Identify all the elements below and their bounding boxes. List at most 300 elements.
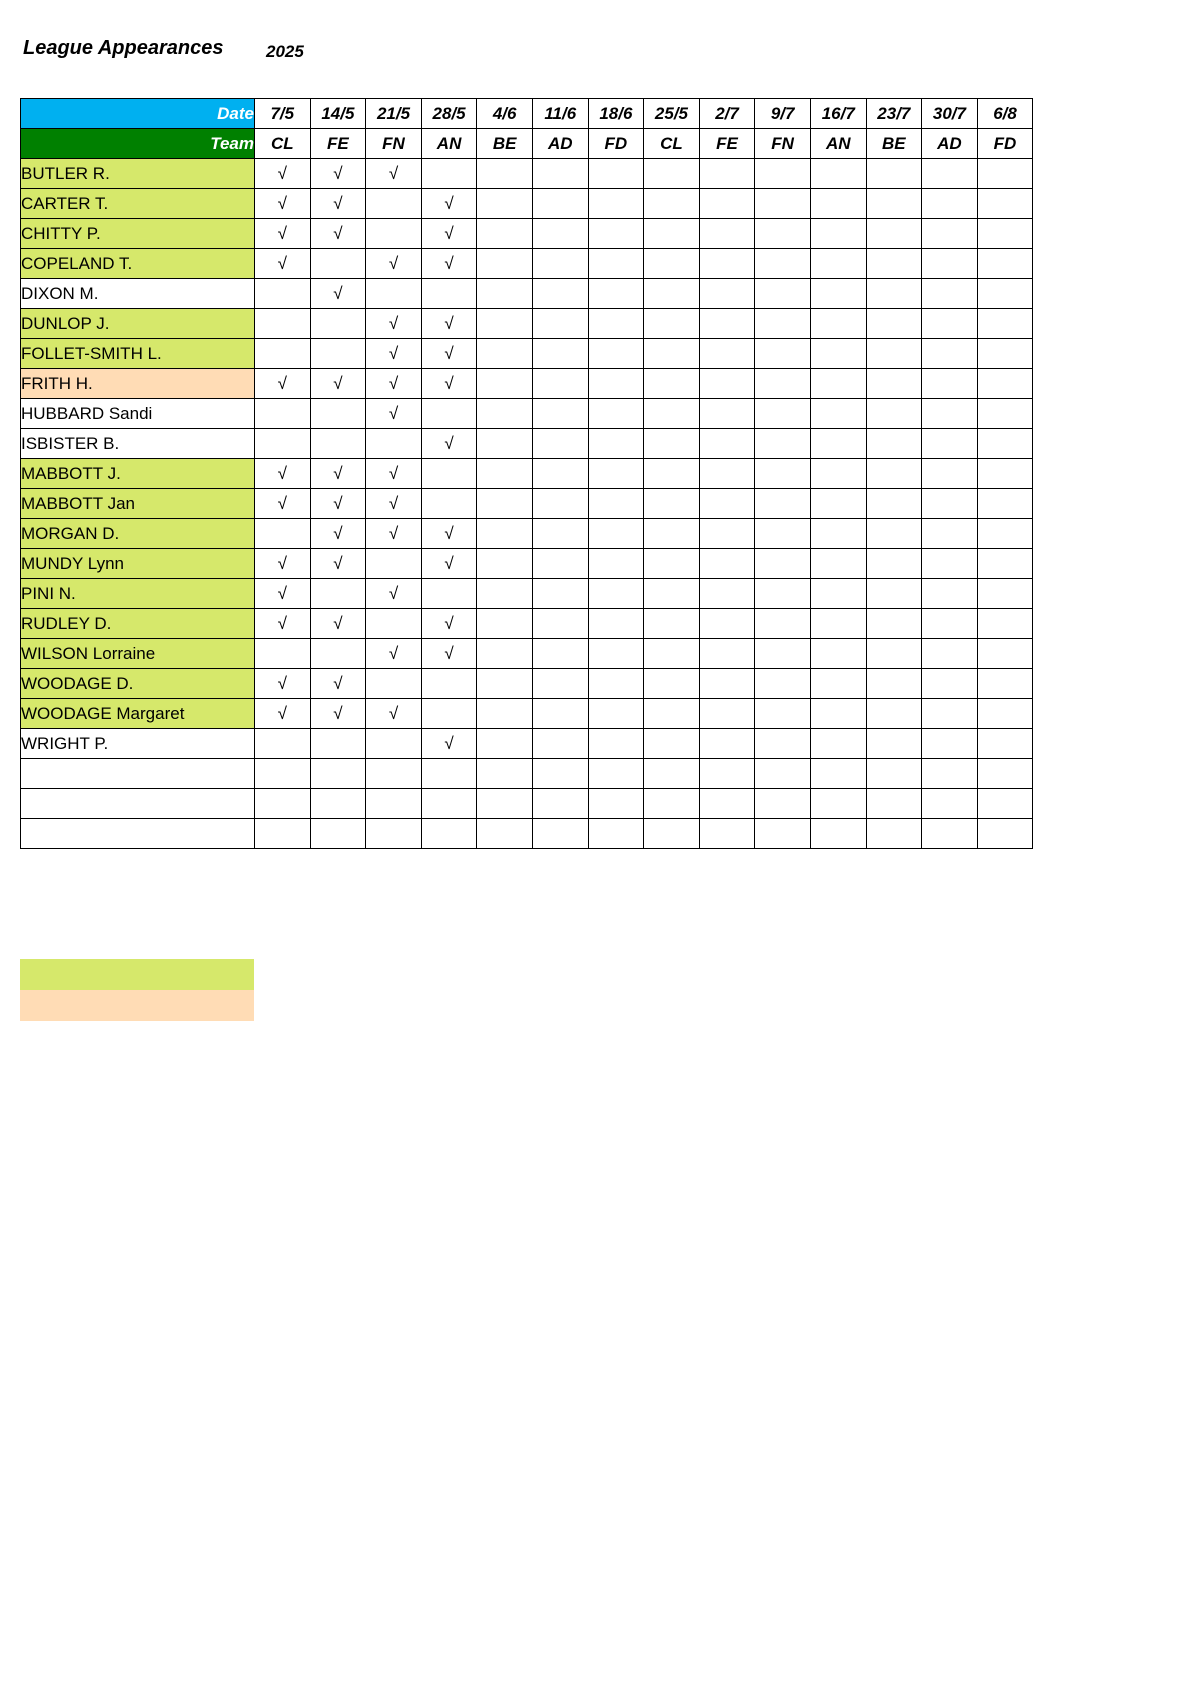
appearance-cell (866, 159, 922, 189)
appearance-cell (310, 789, 366, 819)
appearance-cell (421, 789, 477, 819)
appearance-cell (255, 399, 311, 429)
date-header-cell: 18/6 (588, 99, 644, 129)
appearance-cell: √ (310, 609, 366, 639)
appearance-cell: √ (366, 339, 422, 369)
appearance-cell: √ (310, 369, 366, 399)
appearance-cell (644, 639, 700, 669)
appearance-cell (810, 579, 866, 609)
appearance-cell (866, 279, 922, 309)
appearance-cell (755, 189, 811, 219)
appearance-cell (810, 459, 866, 489)
appearance-cell (644, 249, 700, 279)
appearance-cell (755, 759, 811, 789)
player-name (21, 759, 255, 789)
player-name: MUNDY Lynn (21, 549, 255, 579)
appearance-cell (477, 339, 533, 369)
appearance-cell (421, 459, 477, 489)
appearance-cell: √ (255, 189, 311, 219)
appearance-cell (532, 789, 588, 819)
team-header-cell: AN (810, 129, 866, 159)
appearance-cell (532, 159, 588, 189)
team-header-cell: FN (366, 129, 422, 159)
appearance-cell: √ (421, 369, 477, 399)
appearance-cell (477, 249, 533, 279)
appearance-cell (977, 399, 1033, 429)
appearance-cell (810, 189, 866, 219)
appearance-cell (255, 789, 311, 819)
appearance-cell (532, 399, 588, 429)
appearance-cell (866, 339, 922, 369)
appearance-cell: √ (255, 669, 311, 699)
date-header-row (21, 99, 1033, 129)
appearance-cell (477, 159, 533, 189)
appearance-cell (810, 309, 866, 339)
appearance-cell (532, 249, 588, 279)
appearance-cell (755, 519, 811, 549)
appearance-cell (810, 429, 866, 459)
player-row (21, 459, 1033, 489)
appearance-cell (977, 669, 1033, 699)
appearance-cell (755, 699, 811, 729)
date-header-cell: 9/7 (755, 99, 811, 129)
appearance-cell: √ (366, 639, 422, 669)
appearance-cell (421, 279, 477, 309)
appearance-cell (755, 279, 811, 309)
appearance-cell: √ (255, 249, 311, 279)
player-name: BUTLER R. (21, 159, 255, 189)
player-name: WOODAGE D. (21, 669, 255, 699)
appearance-cell (922, 639, 978, 669)
appearance-cell (699, 699, 755, 729)
appearance-cell (477, 549, 533, 579)
team-header-label: Team (21, 129, 255, 159)
player-row (21, 729, 1033, 759)
player-name: DIXON M. (21, 279, 255, 309)
appearance-cell (866, 249, 922, 279)
appearance-cell (588, 279, 644, 309)
date-header-cell: 16/7 (810, 99, 866, 129)
appearance-cell (866, 549, 922, 579)
appearance-cell (755, 249, 811, 279)
appearance-cell (477, 669, 533, 699)
appearance-cell (477, 489, 533, 519)
appearance-cell: √ (310, 279, 366, 309)
appearance-cell (421, 399, 477, 429)
appearance-cell: √ (421, 729, 477, 759)
appearance-cell (421, 699, 477, 729)
appearance-cell (810, 279, 866, 309)
appearance-cell (310, 759, 366, 789)
player-row (21, 609, 1033, 639)
appearance-cell (755, 669, 811, 699)
appearance-cell (532, 639, 588, 669)
player-row (21, 249, 1033, 279)
player-row (21, 819, 1033, 849)
appearance-cell (699, 669, 755, 699)
appearance-cell: √ (421, 609, 477, 639)
appearance-cell (977, 459, 1033, 489)
appearance-cell: √ (366, 369, 422, 399)
appearance-cell (477, 459, 533, 489)
appearance-cell (755, 369, 811, 399)
player-name: CARTER T. (21, 189, 255, 219)
team-header-cell: FD (588, 129, 644, 159)
appearance-cell (755, 339, 811, 369)
appearance-cell (922, 249, 978, 279)
appearance-cell (755, 459, 811, 489)
appearance-cell (532, 729, 588, 759)
player-name: DUNLOP J. (21, 309, 255, 339)
appearance-cell (644, 339, 700, 369)
appearance-cell (366, 429, 422, 459)
appearance-cell: √ (310, 549, 366, 579)
appearance-cell (977, 789, 1033, 819)
appearance-cell (588, 819, 644, 849)
date-header-cell: 25/5 (644, 99, 700, 129)
appearance-cell (532, 189, 588, 219)
appearance-cell (922, 729, 978, 759)
appearance-cell (532, 489, 588, 519)
appearance-cell (477, 399, 533, 429)
player-row (21, 429, 1033, 459)
player-row (21, 759, 1033, 789)
appearance-cell (477, 219, 533, 249)
appearance-cell (922, 549, 978, 579)
appearance-cell (532, 549, 588, 579)
appearance-cell (922, 309, 978, 339)
appearance-cell (588, 339, 644, 369)
appearance-cell (644, 219, 700, 249)
appearance-cell (866, 639, 922, 669)
appearance-cell (699, 549, 755, 579)
legend-green-swatch (20, 959, 254, 990)
appearance-cell (699, 639, 755, 669)
player-name: COPELAND T. (21, 249, 255, 279)
date-header-label: Date (21, 99, 255, 129)
player-name: PINI N. (21, 579, 255, 609)
appearance-cell: √ (255, 159, 311, 189)
player-name: CHITTY P. (21, 219, 255, 249)
appearance-cell (644, 279, 700, 309)
appearance-cell (588, 309, 644, 339)
appearance-cell (699, 759, 755, 789)
appearance-cell (866, 579, 922, 609)
player-name (21, 819, 255, 849)
appearance-cell (310, 639, 366, 669)
appearance-cell (366, 609, 422, 639)
appearance-cell (644, 729, 700, 759)
appearance-cell (588, 159, 644, 189)
appearance-cell (421, 669, 477, 699)
appearance-cell (922, 219, 978, 249)
player-name: FOLLET-SMITH L. (21, 339, 255, 369)
appearance-cell (532, 369, 588, 399)
appearance-cell (699, 459, 755, 489)
team-header-cell: BE (477, 129, 533, 159)
appearance-cell (588, 249, 644, 279)
appearance-cell (532, 609, 588, 639)
player-row (21, 579, 1033, 609)
appearance-cell (477, 729, 533, 759)
appearance-cell (644, 549, 700, 579)
player-row (21, 489, 1033, 519)
appearance-cell (810, 669, 866, 699)
appearance-cell (810, 489, 866, 519)
appearance-cell (255, 429, 311, 459)
appearance-cell (699, 369, 755, 399)
appearance-cell (644, 609, 700, 639)
appearance-cell (532, 459, 588, 489)
player-row (21, 219, 1033, 249)
appearance-cell (922, 579, 978, 609)
appearance-cell (588, 549, 644, 579)
appearance-cell: √ (421, 429, 477, 459)
appearance-cell (866, 519, 922, 549)
player-row (21, 339, 1033, 369)
appearance-cell (922, 789, 978, 819)
appearance-cell: √ (255, 369, 311, 399)
appearance-cell (644, 699, 700, 729)
appearance-cell (421, 489, 477, 519)
appearance-cell (588, 669, 644, 699)
date-header-cell: 23/7 (866, 99, 922, 129)
appearance-cell (477, 819, 533, 849)
appearance-cell (532, 429, 588, 459)
appearance-cell (532, 309, 588, 339)
appearance-cell (588, 429, 644, 459)
appearance-cell (755, 159, 811, 189)
date-header-cell: 4/6 (477, 99, 533, 129)
appearance-cell (366, 189, 422, 219)
appearance-cell: √ (255, 459, 311, 489)
appearance-cell (866, 489, 922, 519)
appearance-cell (977, 189, 1033, 219)
appearance-cell (255, 309, 311, 339)
appearance-cell (588, 759, 644, 789)
appearance-cell (866, 399, 922, 429)
appearance-cell (588, 609, 644, 639)
appearance-cell (699, 789, 755, 819)
appearance-cell (366, 669, 422, 699)
appearance-cell (255, 639, 311, 669)
player-row (21, 789, 1033, 819)
appearance-cell (922, 699, 978, 729)
appearances-table (20, 98, 1033, 849)
appearance-cell: √ (255, 609, 311, 639)
appearance-cell: √ (421, 189, 477, 219)
appearance-cell (477, 699, 533, 729)
team-header-cell: BE (866, 129, 922, 159)
appearance-cell (977, 219, 1033, 249)
player-name: HUBBARD Sandi (21, 399, 255, 429)
appearance-cell (755, 789, 811, 819)
appearance-cell (644, 519, 700, 549)
player-row (21, 549, 1033, 579)
date-header-cell: 30/7 (922, 99, 978, 129)
appearance-cell (977, 429, 1033, 459)
appearance-cell (866, 789, 922, 819)
appearance-cell: √ (421, 249, 477, 279)
appearance-cell: √ (310, 699, 366, 729)
appearance-cell (922, 489, 978, 519)
appearance-cell (477, 789, 533, 819)
player-row (21, 279, 1033, 309)
appearance-cell (977, 489, 1033, 519)
appearance-cell (310, 399, 366, 429)
appearance-cell (644, 789, 700, 819)
player-name: MABBOTT Jan (21, 489, 255, 519)
appearance-cell (866, 309, 922, 339)
season-year: 2025 (266, 42, 304, 61)
appearance-cell: √ (366, 459, 422, 489)
appearance-cell (588, 729, 644, 759)
team-header-cell: FD (977, 129, 1033, 159)
appearance-cell (866, 429, 922, 459)
appearance-cell (810, 519, 866, 549)
appearance-cell (699, 519, 755, 549)
appearance-cell (810, 639, 866, 669)
appearance-cell (421, 759, 477, 789)
player-name: WOODAGE Margaret (21, 699, 255, 729)
appearance-cell (644, 189, 700, 219)
appearance-cell (477, 579, 533, 609)
appearance-cell: √ (255, 699, 311, 729)
appearance-cell (699, 489, 755, 519)
appearance-cell (532, 579, 588, 609)
appearance-cell (922, 189, 978, 219)
team-header-cell: AD (532, 129, 588, 159)
date-header-cell: 14/5 (310, 99, 366, 129)
appearance-cell (644, 159, 700, 189)
appearance-cell (699, 339, 755, 369)
appearance-cell: √ (310, 159, 366, 189)
appearance-cell: √ (366, 249, 422, 279)
appearance-cell (532, 699, 588, 729)
appearance-cell (977, 759, 1033, 789)
appearance-cell (366, 279, 422, 309)
appearance-cell (477, 759, 533, 789)
appearance-cell: √ (310, 459, 366, 489)
appearance-cell (588, 399, 644, 429)
appearance-cell (699, 429, 755, 459)
appearance-cell (866, 729, 922, 759)
appearance-cell (810, 249, 866, 279)
appearance-cell: √ (255, 579, 311, 609)
appearance-cell: √ (421, 339, 477, 369)
appearance-cell (310, 339, 366, 369)
appearance-cell: √ (255, 219, 311, 249)
appearance-cell (699, 729, 755, 759)
appearance-cell (699, 219, 755, 249)
appearance-cell: √ (366, 579, 422, 609)
appearance-cell (866, 219, 922, 249)
appearance-cell (255, 339, 311, 369)
appearance-cell (310, 729, 366, 759)
appearance-cell (588, 459, 644, 489)
appearance-cell (255, 279, 311, 309)
player-row (21, 669, 1033, 699)
appearance-cell (477, 429, 533, 459)
appearance-cell (699, 279, 755, 309)
appearance-cell (255, 759, 311, 789)
appearance-cell (755, 609, 811, 639)
appearance-cell (699, 819, 755, 849)
appearance-cell: √ (310, 189, 366, 219)
appearance-cell (810, 369, 866, 399)
appearance-cell (644, 459, 700, 489)
appearance-cell (366, 819, 422, 849)
appearance-cell (922, 369, 978, 399)
appearance-cell (810, 549, 866, 579)
date-header-cell: 21/5 (366, 99, 422, 129)
appearance-cell (366, 789, 422, 819)
appearance-cell (922, 429, 978, 459)
appearance-cell (755, 399, 811, 429)
appearance-cell (477, 369, 533, 399)
appearance-cell: √ (421, 519, 477, 549)
appearance-cell (644, 759, 700, 789)
appearance-cell (755, 549, 811, 579)
appearance-cell (755, 639, 811, 669)
appearance-cell (421, 579, 477, 609)
appearance-cell (644, 399, 700, 429)
player-name: WRIGHT P. (21, 729, 255, 759)
appearance-cell (588, 579, 644, 609)
appearance-cell: √ (310, 219, 366, 249)
appearance-cell (755, 219, 811, 249)
player-row (21, 159, 1033, 189)
team-header-cell: FE (310, 129, 366, 159)
appearance-cell (810, 339, 866, 369)
appearance-cell (977, 639, 1033, 669)
team-header-cell: AD (922, 129, 978, 159)
appearance-cell (922, 669, 978, 699)
appearance-cell (810, 819, 866, 849)
appearance-cell (532, 669, 588, 699)
appearance-cell (699, 579, 755, 609)
appearance-cell (421, 819, 477, 849)
appearance-cell (922, 399, 978, 429)
appearance-cell (810, 609, 866, 639)
team-header-row (21, 129, 1033, 159)
appearance-cell (977, 249, 1033, 279)
appearance-cell (310, 819, 366, 849)
appearance-cell: √ (255, 489, 311, 519)
player-name: MORGAN D. (21, 519, 255, 549)
appearance-cell (644, 429, 700, 459)
appearance-cell: √ (421, 549, 477, 579)
appearance-cell: √ (366, 519, 422, 549)
appearance-cell (699, 189, 755, 219)
appearance-cell (977, 519, 1033, 549)
appearance-cell (532, 339, 588, 369)
player-row (21, 309, 1033, 339)
appearance-cell: √ (366, 159, 422, 189)
appearance-cell: √ (255, 549, 311, 579)
team-header-cell: CL (644, 129, 700, 159)
appearance-cell (977, 699, 1033, 729)
appearance-cell: √ (310, 519, 366, 549)
appearance-cell (866, 369, 922, 399)
appearance-cell (588, 639, 644, 669)
appearance-cell (755, 489, 811, 519)
appearance-cell (366, 759, 422, 789)
appearance-cell (977, 339, 1033, 369)
team-header-cell: CL (255, 129, 311, 159)
appearance-cell (532, 519, 588, 549)
appearance-cell (866, 669, 922, 699)
